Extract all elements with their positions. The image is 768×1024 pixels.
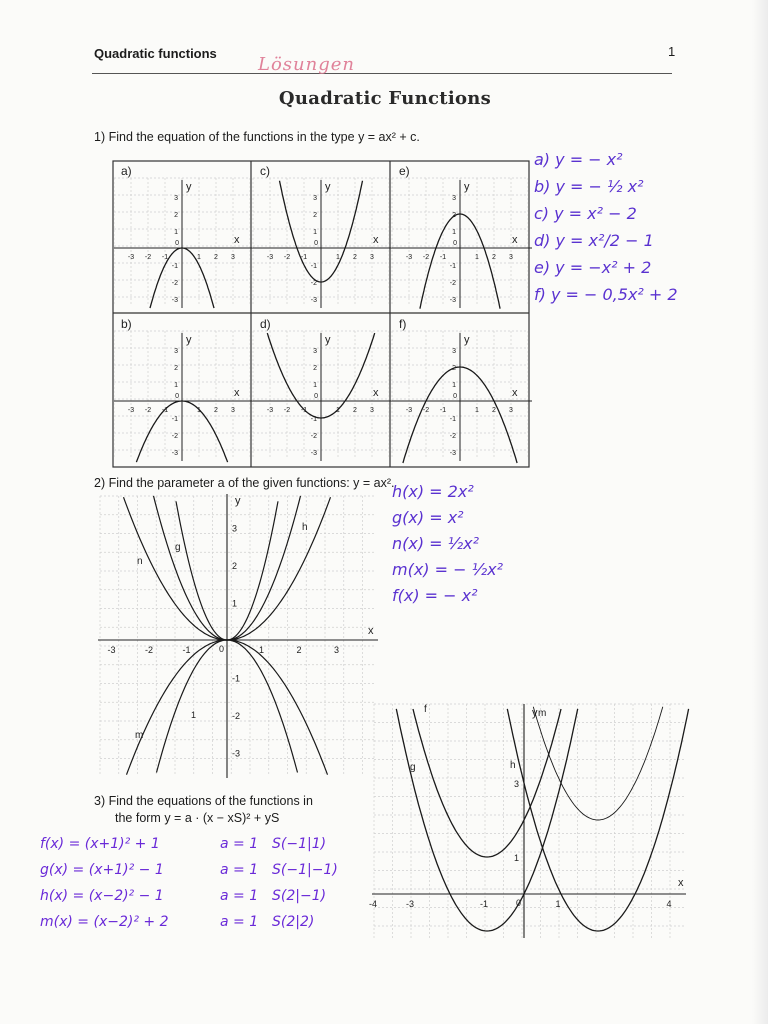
q1-graph-label: c) — [260, 164, 270, 178]
q1-tick-label: 2 — [313, 212, 317, 219]
q2-answer-n: n(x) = ½x² — [392, 534, 480, 553]
header-title: Quadratic functions — [94, 46, 217, 61]
page-edge-shadow — [752, 0, 768, 1024]
q1-tick-label: 3 — [509, 254, 513, 261]
q1-tick-label: 2 — [492, 407, 496, 414]
q1-tick-label: -3 — [405, 254, 413, 261]
q3-answer-m-eq: m(x) = (x−2)² + 2 — [40, 914, 169, 930]
q1-x-axis-label: x — [373, 234, 379, 246]
q1-origin-label: 0 — [175, 393, 179, 400]
q3-tick-label: 4 — [666, 899, 672, 909]
q2-curve-label-g: g — [175, 542, 181, 553]
q1-y-axis-label: y — [186, 181, 192, 193]
q1-x-axis-label: x — [512, 234, 518, 246]
q1-answer-e: e) y = −x² + 2 — [534, 258, 652, 277]
q3-tick-label: -1 — [479, 899, 489, 909]
q1-tick-label: 1 — [174, 382, 178, 389]
q1-tick-label: -1 — [300, 407, 308, 414]
q1-tick-label: -3 — [266, 254, 274, 261]
q1-y-axis-label: y — [186, 334, 192, 346]
q1-tick-label: 1 — [174, 229, 178, 236]
q2-answer-h: h(x) = 2x² — [392, 482, 474, 501]
q1-answers — [534, 150, 678, 312]
q1-tick-label: -2 — [283, 254, 291, 261]
q2-tick-label: 1 — [258, 645, 265, 655]
q1-tick-label: 3 — [509, 407, 513, 414]
q2-curve-label-f-marker: 1 — [191, 710, 197, 720]
q3-answer-g-eq: g(x) = (x+1)² − 1 — [40, 862, 164, 878]
q3-origin-label: 0 — [515, 898, 521, 908]
q2-answer-g: g(x) = x² — [392, 508, 464, 527]
q1-tick-label: -1 — [300, 254, 308, 261]
q1-tick-label: -1 — [310, 263, 317, 270]
q1-tick-label: 2 — [353, 407, 357, 414]
q1-y-axis-label: y — [325, 181, 331, 193]
question-3-text-line2: the form y = a · (x − xS)² + yS — [115, 811, 280, 825]
q3-x-axis-label: x — [678, 877, 684, 889]
q2-tick-label: 3 — [333, 645, 340, 655]
q1-tick-label: 2 — [174, 365, 178, 372]
q1-tick-label: 1 — [336, 407, 340, 414]
q2-curve-label-n: n — [137, 556, 143, 567]
q1-tick-label: 2 — [452, 212, 456, 219]
q2-curve-label-m: m — [135, 730, 144, 741]
q2-graph — [94, 492, 384, 780]
q1-tick-label: -1 — [161, 407, 169, 414]
q1-tick-label: 2 — [353, 254, 357, 261]
q2-tick-label: 3 — [232, 523, 238, 534]
q1-tick-label: 3 — [313, 348, 317, 355]
q3-answer-row — [40, 888, 338, 914]
q3-answer-g-a: a = 1 — [220, 862, 259, 878]
q3-answer-m-a: a = 1 — [220, 914, 259, 930]
q1-tick-label: -2 — [422, 254, 430, 261]
q1-tick-label: -2 — [144, 407, 152, 414]
q1-tick-label: 3 — [231, 254, 235, 261]
q2-tick-label: 2 — [296, 645, 302, 655]
q1-tick-label: -2 — [310, 433, 317, 440]
q3-y-axis-label: y — [532, 707, 538, 719]
q1-answer-d: d) y = x²/2 − 1 — [534, 231, 654, 250]
q2-answers — [392, 482, 503, 612]
q3-answer-g-vertex: S(−1|−1) — [272, 862, 338, 878]
q1-origin-label: 0 — [314, 240, 318, 247]
q3-curve-label-f: f — [424, 704, 427, 715]
q2-answer-f: f(x) = − x² — [392, 586, 478, 605]
q1-tick-label: 1 — [336, 254, 340, 261]
q1-tick-label: -2 — [310, 280, 317, 287]
q1-tick-label: -3 — [405, 407, 413, 414]
q3-tick-label: 1 — [513, 853, 519, 863]
q1-origin-label: 0 — [453, 240, 457, 247]
q1-tick-label: 1 — [475, 254, 479, 261]
q3-answer-h-a: a = 1 — [220, 888, 259, 904]
q1-tick-label: -1 — [161, 254, 169, 261]
q1-graph-grid — [112, 160, 530, 468]
q3-answer-row — [40, 862, 338, 888]
q1-tick-label: -2 — [144, 254, 152, 261]
q1-origin-label: 0 — [175, 240, 179, 247]
q3-tick-label: -4 — [368, 899, 378, 909]
q1-tick-label: -2 — [422, 407, 430, 414]
q3-curve-label-m: m — [538, 708, 547, 719]
solutions-stamp: Lösungen — [258, 54, 355, 75]
q2-tick-label: -3 — [107, 645, 116, 655]
q1-origin-label: 0 — [314, 393, 318, 400]
q1-tick-label: 2 — [492, 254, 496, 261]
q1-tick-label: 3 — [370, 407, 374, 414]
q1-tick-label: 3 — [174, 348, 178, 355]
q1-tick-label: 1 — [452, 382, 456, 389]
q1-answer-f: f) y = − 0,5x² + 2 — [534, 285, 678, 304]
q1-tick-label: -3 — [171, 297, 178, 304]
q3-answer-f-eq: f(x) = (x+1)² + 1 — [40, 836, 160, 852]
q1-x-axis-label: x — [234, 387, 240, 399]
q1-tick-label: -3 — [266, 407, 274, 414]
q1-answer-b: b) y = − ½ x² — [534, 177, 644, 196]
q1-tick-label: -3 — [127, 254, 135, 261]
q3-answer-h-eq: h(x) = (x−2)² − 1 — [40, 888, 164, 904]
q1-tick-label: 3 — [452, 348, 456, 355]
q1-tick-label: 2 — [452, 365, 456, 372]
q1-tick-label: -1 — [171, 416, 178, 423]
q3-curve-label-g: g — [410, 762, 416, 773]
q1-tick-label: -1 — [439, 254, 447, 261]
q1-tick-label: 2 — [214, 254, 218, 261]
q1-tick-label: -3 — [310, 450, 317, 457]
q1-y-axis-label: y — [464, 334, 470, 346]
q1-x-axis-label: x — [512, 387, 518, 399]
q1-tick-label: 1 — [197, 254, 201, 261]
page-title: Quadratic Functions — [278, 88, 492, 109]
q2-origin-label: 0 — [218, 644, 224, 654]
q1-tick-label: -3 — [171, 450, 178, 457]
q1-answer-a: a) y = − x² — [534, 150, 623, 169]
q2-curve-label-h: h — [302, 522, 308, 533]
q1-tick-label: 3 — [313, 195, 317, 202]
question-3-text-line1: 3) Find the equations of the functions in — [94, 794, 313, 808]
q3-answer-h-vertex: S(2|−1) — [272, 888, 327, 904]
q1-tick-label: -1 — [449, 263, 456, 270]
q1-tick-label: 3 — [452, 195, 456, 202]
q1-y-axis-label: y — [464, 181, 470, 193]
q1-tick-label: 2 — [174, 212, 178, 219]
q3-answer-row — [40, 836, 338, 862]
q1-tick-label: -1 — [449, 416, 456, 423]
q1-x-axis-label: x — [373, 387, 379, 399]
question-1-text: 1) Find the equation of the functions in the type y = ax² + c. — [94, 130, 420, 144]
q3-tick-label: 1 — [555, 899, 561, 909]
q1-tick-label: 1 — [475, 407, 479, 414]
question-2-text: 2) Find the parameter a of the given functions: y = ax². — [94, 476, 395, 490]
q3-tick-label: 3 — [513, 779, 519, 789]
q3-answer-row — [40, 914, 338, 940]
q2-tick-label: 1 — [232, 598, 238, 609]
q1-tick-label: 1 — [313, 229, 317, 236]
q1-tick-label: 3 — [370, 254, 374, 261]
q3-curve-label-h: h — [510, 760, 516, 771]
q2-tick-label: -2 — [232, 711, 241, 721]
q1-tick-label: -2 — [283, 407, 291, 414]
q1-tick-label: 1 — [313, 382, 317, 389]
q1-tick-label: -2 — [171, 280, 178, 287]
q1-x-axis-label: x — [234, 234, 240, 246]
q3-answers — [40, 836, 338, 940]
q1-tick-label: 1 — [197, 407, 201, 414]
q2-answer-m: m(x) = − ½x² — [392, 560, 503, 579]
q2-tick-label: 2 — [232, 561, 238, 571]
q1-tick-label: -3 — [449, 297, 456, 304]
q1-tick-label: 3 — [231, 407, 235, 414]
q1-y-axis-label: y — [325, 334, 331, 346]
q2-tick-label: -1 — [182, 645, 191, 655]
page-number: 1 — [668, 44, 676, 59]
q1-graph-label: d) — [260, 317, 271, 331]
q1-tick-label: -1 — [439, 407, 447, 414]
q1-tick-label: 1 — [452, 229, 456, 236]
q1-tick-label: -2 — [171, 433, 178, 440]
q1-tick-label: -3 — [449, 450, 456, 457]
q2-x-axis-label: x — [368, 625, 374, 637]
q1-graph-label: b) — [121, 317, 132, 331]
q1-graph-label: e) — [399, 164, 410, 178]
q3-answer-f-vertex: S(−1|1) — [272, 836, 327, 852]
q3-parabola — [396, 709, 577, 931]
q1-tick-label: -1 — [171, 263, 178, 270]
q3-answer-f-a: a = 1 — [220, 836, 259, 852]
q1-tick-label: -1 — [310, 416, 317, 423]
q1-tick-label: -3 — [310, 297, 317, 304]
q2-tick-label: -2 — [144, 645, 154, 655]
q1-tick-label: -3 — [127, 407, 135, 414]
q1-graph-label: f) — [399, 317, 407, 331]
q1-graph-label: a) — [121, 164, 132, 178]
q1-tick-label: 2 — [214, 407, 218, 414]
q1-answer-c: c) y = x² − 2 — [534, 204, 637, 223]
q2-tick-label: -3 — [232, 748, 241, 759]
q3-answer-m-vertex: S(2|2) — [272, 914, 315, 930]
q1-tick-label: -2 — [449, 433, 456, 440]
q3-parabola — [533, 707, 663, 820]
header-divider — [92, 73, 672, 74]
q1-tick-label: -2 — [449, 280, 456, 287]
q1-tick-label: 2 — [313, 365, 317, 372]
q3-tick-label: -3 — [405, 899, 415, 909]
q1-origin-label: 0 — [453, 393, 457, 400]
q1-tick-label: 3 — [174, 195, 178, 202]
q3-graph — [370, 702, 688, 940]
q2-tick-label: -1 — [232, 673, 241, 684]
q2-y-axis-label: y — [235, 495, 241, 507]
